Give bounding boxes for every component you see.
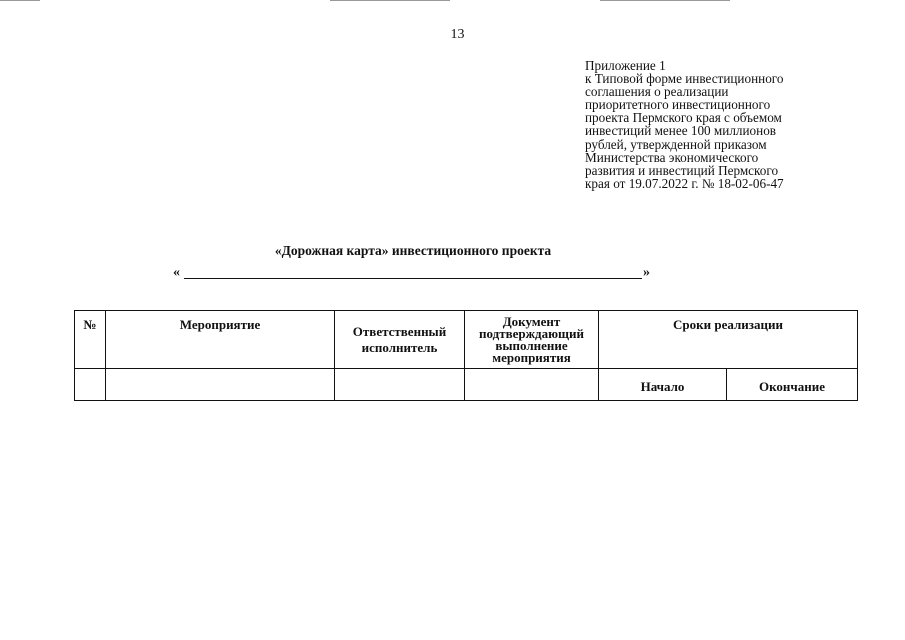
- appendix-line: края от 19.07.2022 г. № 18-02-06-47: [585, 175, 784, 191]
- project-name-open-quote: «: [173, 265, 180, 280]
- header-document-line: Документ: [502, 313, 561, 329]
- cell-document: [465, 369, 599, 401]
- document-title: «Дорожная карта» инвестиционного проекта: [274, 243, 552, 258]
- cell-responsible: [335, 369, 465, 401]
- header-document: [465, 311, 599, 369]
- header-event: Мероприятие: [106, 311, 335, 369]
- subheader-start: Начало: [599, 369, 727, 401]
- roadmap-table: [74, 310, 858, 401]
- table-row: [75, 369, 858, 401]
- appendix-line: Министерства экономического: [585, 149, 759, 165]
- header-responsible: [335, 311, 465, 369]
- table-header-row: [75, 311, 858, 369]
- header-document-line: выполнение: [495, 337, 568, 353]
- appendix-line: приоритетного инвестиционного: [585, 97, 771, 113]
- page-number: 13: [450, 27, 465, 42]
- appendix-block: [585, 59, 885, 190]
- cell-number: [75, 369, 106, 401]
- header-responsible-line: исполнитель: [361, 339, 438, 355]
- appendix-line: Приложение 1: [585, 58, 666, 73]
- header-document-line: подтверждающий: [479, 325, 584, 341]
- project-name-close-quote: »: [643, 265, 650, 280]
- appendix-line: соглашения о реализации: [585, 84, 729, 100]
- appendix-line: рублей, утвержденной приказом: [585, 136, 767, 152]
- cell-event: [106, 369, 335, 401]
- appendix-line: инвестиций менее 100 миллионов: [585, 123, 777, 139]
- appendix-line: развития и инвестиций Пермского: [585, 162, 779, 178]
- project-name-line: [173, 265, 658, 283]
- scan-edge-top-left: [0, 0, 40, 1]
- header-dates: Сроки реализации: [599, 311, 858, 369]
- header-document-line: мероприятия: [492, 349, 571, 365]
- scan-edge-top-middle: [330, 0, 450, 1]
- appendix-line: проекта Пермского края с объемом: [585, 110, 782, 126]
- appendix-line: к Типовой форме инвестиционного: [585, 71, 784, 87]
- scan-edge-top-right: [600, 0, 730, 1]
- project-name-blank: [184, 278, 642, 279]
- header-responsible-line: Ответственный: [352, 323, 447, 339]
- subheader-end: Окончание: [727, 369, 858, 401]
- header-number: №: [75, 311, 106, 369]
